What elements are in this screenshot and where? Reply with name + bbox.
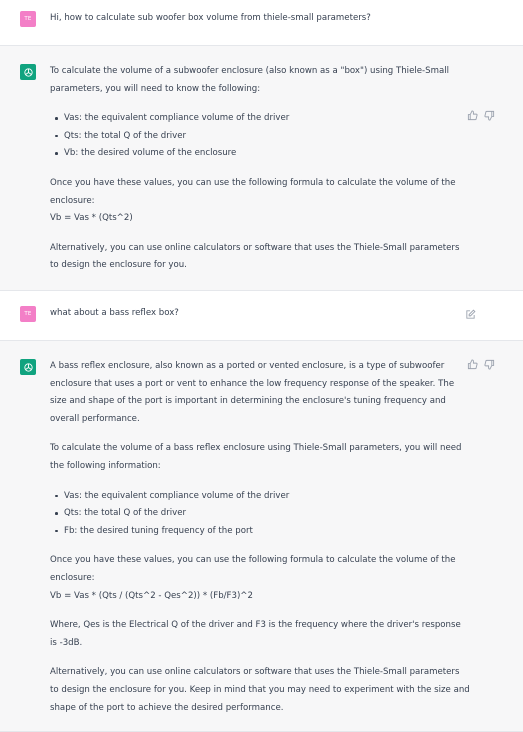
assistant-paragraph: Alternatively, you can use online calculators or software that uses the Thiele-Small parameters to design the enclosure for you. Keep in mind that you may need to experiment with the size and shape of the port to achieve the desired performance. bbox=[50, 667, 470, 713]
assistant-message bbox=[0, 341, 523, 732]
thumbs-down-icon[interactable] bbox=[484, 110, 495, 121]
list-item: Vas: the equivalent compliance volume of the driver bbox=[50, 110, 470, 128]
assistant-paragraph: To calculate the volume of a bass reflex enclosure using Thiele-Small parameters, you will need the following information: bbox=[50, 443, 462, 471]
list-item: Qts: the total Q of the driver bbox=[50, 505, 470, 523]
assistant-paragraph: Once you have these values, you can use the following formula to calculate the volume of the enclosure: bbox=[50, 177, 456, 206]
user-message-text: what about a bass reflex box? bbox=[50, 308, 179, 318]
feedback-actions bbox=[467, 359, 495, 370]
formula: Vb = Vas * (Qts^2) bbox=[50, 213, 133, 224]
list-item: Vas: the equivalent compliance volume of the driver bbox=[50, 488, 470, 506]
feedback-actions bbox=[467, 110, 495, 121]
list-item: Qts: the total Q of the driver bbox=[50, 128, 470, 146]
user-avatar-initials: TE bbox=[24, 16, 32, 22]
thumbs-up-icon[interactable] bbox=[467, 359, 478, 370]
user-avatar bbox=[20, 306, 36, 322]
openai-logo-icon bbox=[20, 64, 36, 80]
user-message-text: Hi, how to calculate sub woofer box volume from thiele-small parameters? bbox=[50, 13, 371, 23]
list-item: Vb: the desired volume of the enclosure bbox=[50, 145, 470, 163]
assistant-paragraph: Where, Qes is the Electrical Q of the driver and F3 is the frequency where the driver's response is -3dB. bbox=[50, 620, 461, 648]
user-avatar bbox=[20, 11, 36, 27]
user-message bbox=[0, 0, 523, 46]
openai-logo-icon bbox=[20, 359, 36, 375]
assistant-message-body bbox=[50, 358, 470, 717]
assistant-paragraph: Alternatively, you can use online calculators or software that uses the Thiele-Small parameters to design the enclosure for you. bbox=[50, 242, 460, 271]
edit-icon[interactable] bbox=[465, 309, 476, 323]
assistant-paragraph: To calculate the volume of a subwoofer enclosure (also known as a "box") using Thiele-Small parameters, you will need to know the following: bbox=[50, 66, 449, 94]
bullet-list bbox=[50, 110, 470, 163]
assistant-message bbox=[0, 46, 523, 291]
user-message bbox=[0, 291, 523, 341]
user-avatar-initials: TE bbox=[24, 311, 32, 317]
formula: Vb = Vas * (Qts / (Qts^2 - Qes^2)) * (Fb/F3)^2 bbox=[50, 590, 253, 601]
thumbs-down-icon[interactable] bbox=[484, 359, 495, 370]
list-item: Fb: the desired tuning frequency of the port bbox=[50, 523, 470, 541]
bullet-list bbox=[50, 488, 470, 541]
assistant-message-body bbox=[50, 63, 470, 275]
assistant-paragraph: Once you have these values, you can use the following formula to calculate the volume of the enclosure: bbox=[50, 555, 456, 583]
assistant-paragraph: A bass reflex enclosure, also known as a ported or vented enclosure, is a type of subwoofer enclosure that uses a port or vent to enhance the low frequency response of the speaker. The size and shape of the port is important in determining the enclosure's tuning frequency and overall performance. bbox=[50, 361, 455, 424]
thumbs-up-icon[interactable] bbox=[467, 110, 478, 121]
